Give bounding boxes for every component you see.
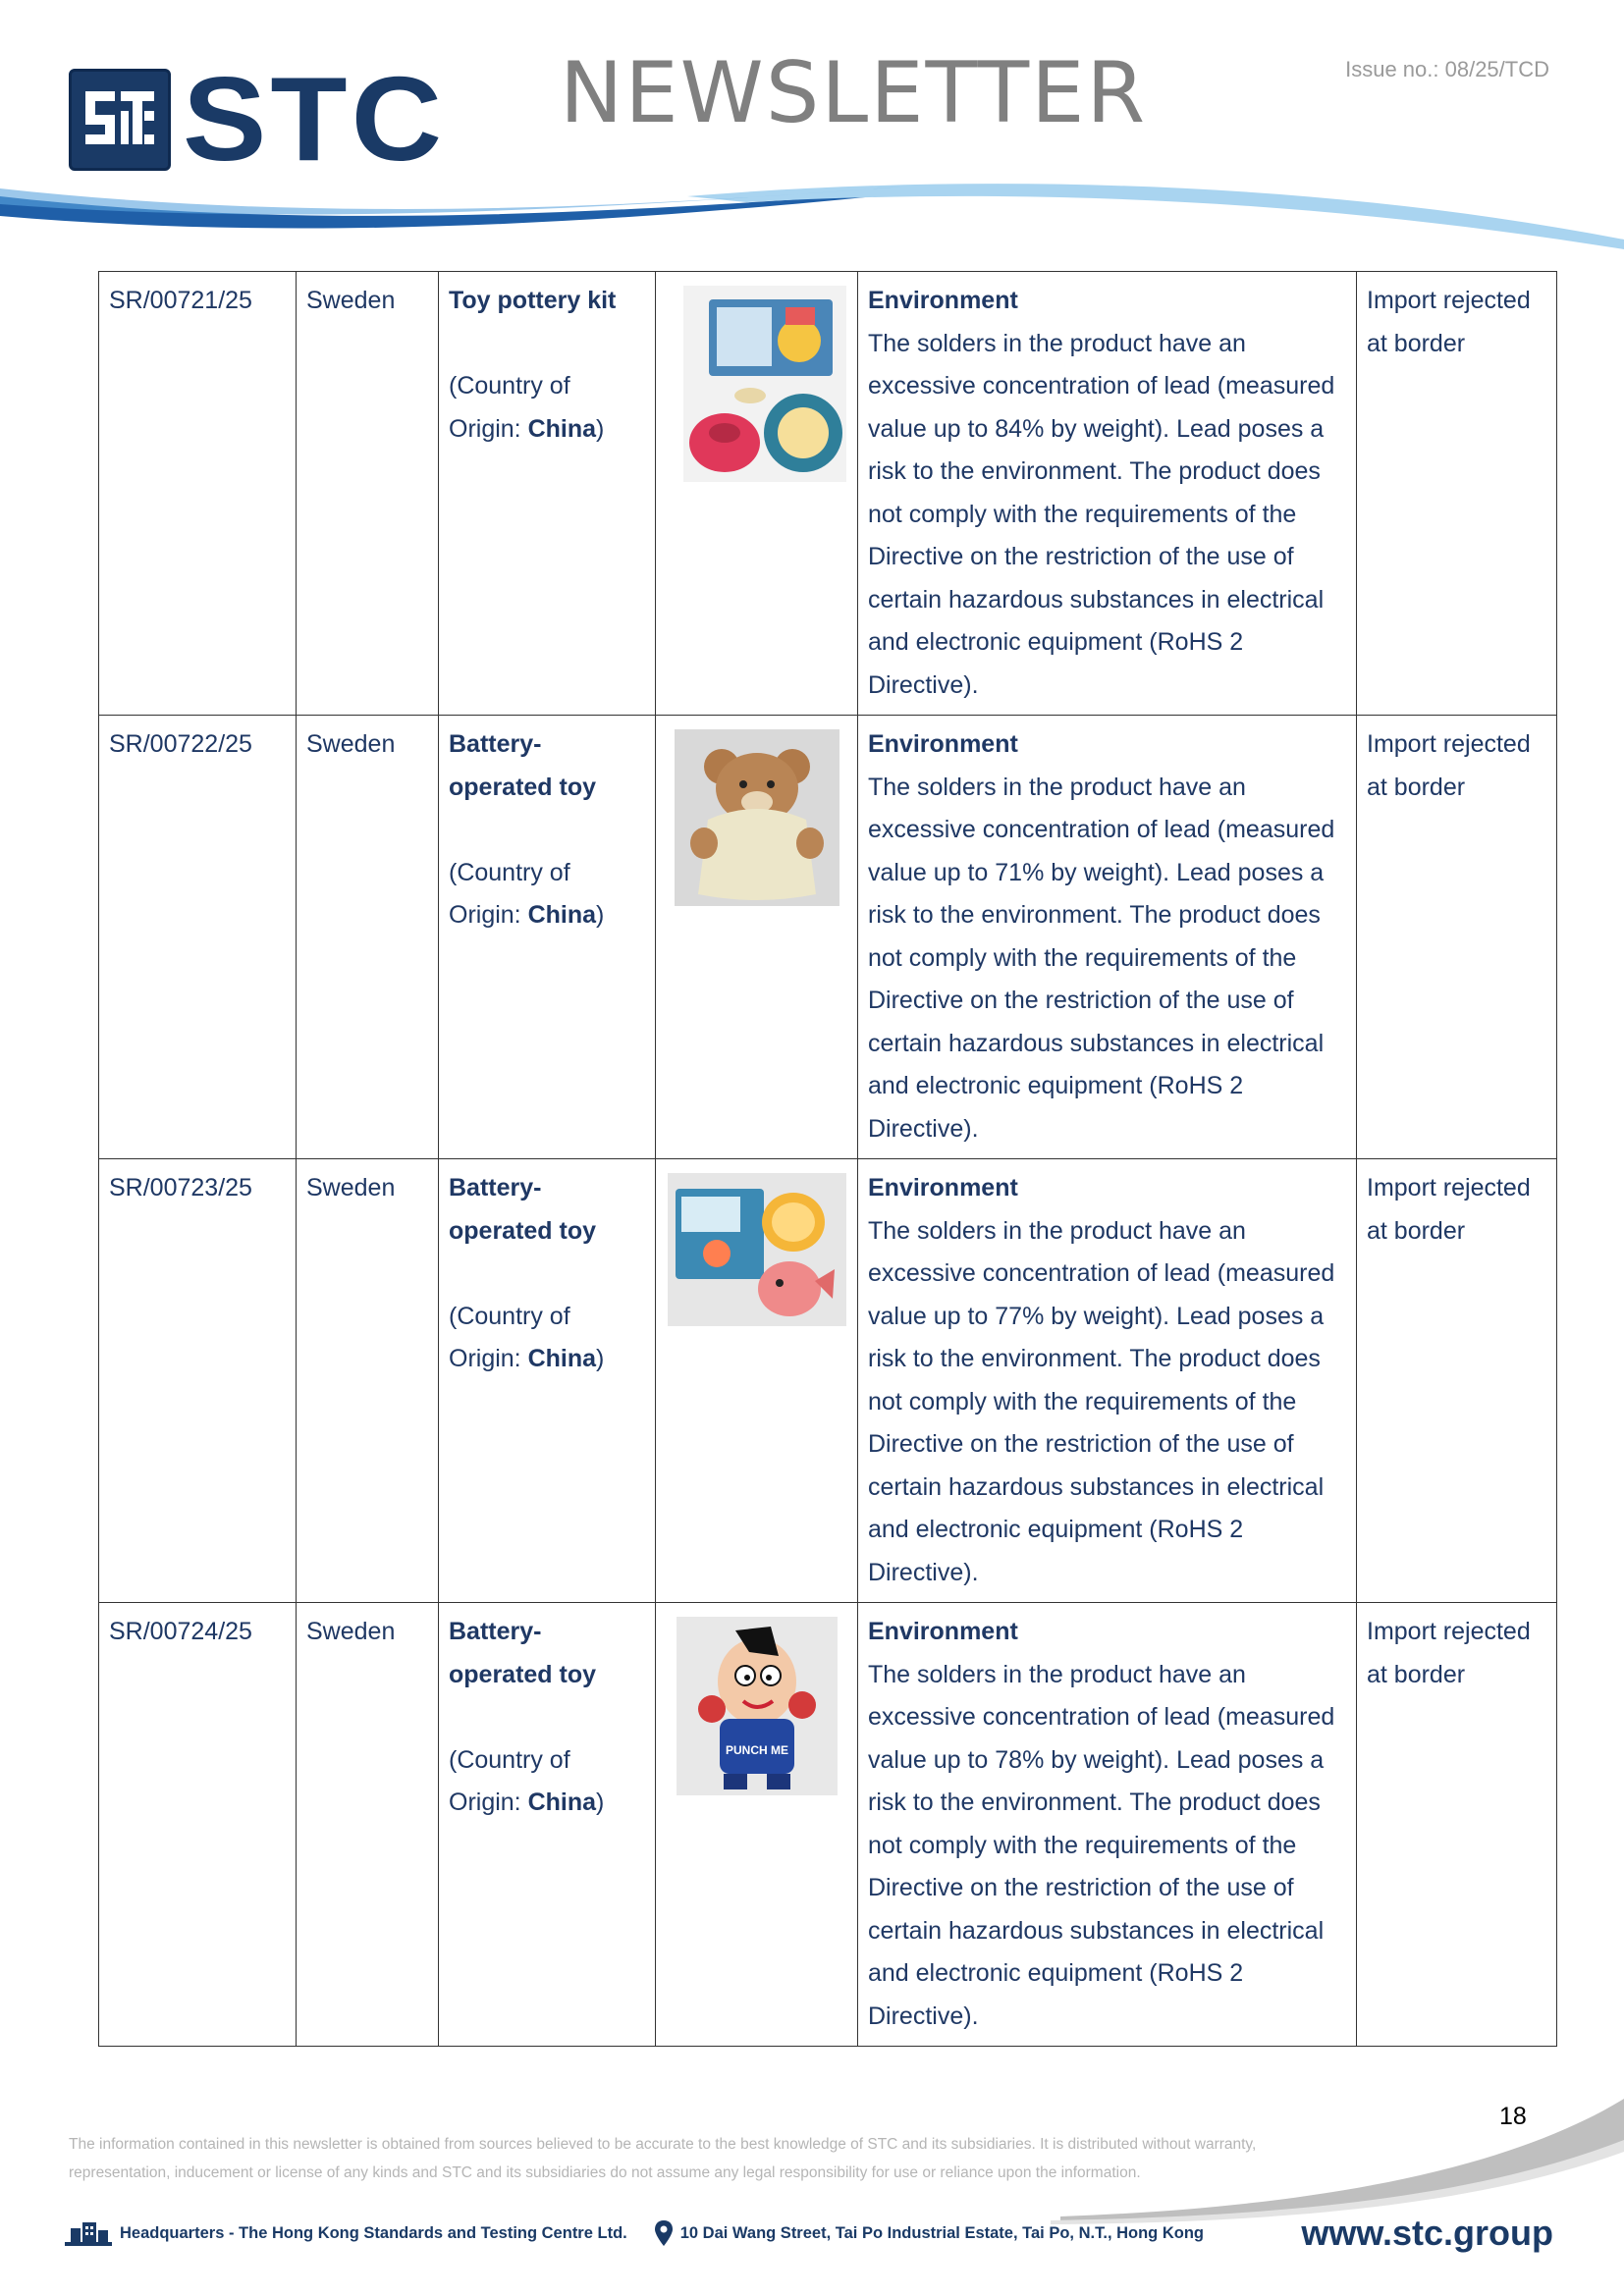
- product-name: Battery-operated toy: [449, 1618, 597, 1688]
- risk-cell: [858, 1159, 1357, 1603]
- risk-type: Environment: [868, 1174, 1018, 1201]
- origin-suffix: ): [596, 1789, 605, 1816]
- origin-suffix: ): [596, 1345, 605, 1372]
- measure-taken: Import rejected at border: [1357, 1603, 1557, 2047]
- origin-prefix: (Country of Origin:: [449, 858, 570, 929]
- table-row: [99, 716, 1557, 1159]
- origin-country: China: [527, 414, 597, 443]
- origin-country: China: [527, 1345, 597, 1372]
- origin-suffix: ): [596, 901, 605, 929]
- table-row: [99, 1159, 1557, 1603]
- risk-description: The solders in the product have an excessive concentration of lead (measured value up to 71% by weight). Lead poses a risk to the environment. The product does not comply with the requirements of the Directive on the restriction of the use of certain hazardous substances in electrical and electronic equipment (RoHS 2 Directive).: [868, 773, 1335, 1143]
- origin-prefix: (Country of Origin:: [449, 1302, 570, 1372]
- risk-description: The solders in the product have an excessive concentration of lead (measured value up to 77% by weight). Lead poses a risk to the environment. The product does not comply with the requirements of the Directive on the restriction of the use of certain hazardous substances in electrical and electronic equipment (RoHS 2 Directive).: [868, 1216, 1335, 1586]
- table-row: [99, 272, 1557, 716]
- notifying-country: Sweden: [297, 716, 439, 1159]
- risk-cell: [858, 272, 1357, 716]
- headquarters-address: 10 Dai Wang Street, Tai Po Industrial Estate, Tai Po, N.T., Hong Kong: [679, 2223, 1204, 2242]
- logo-wordmark: STC: [183, 52, 446, 187]
- map-pin-icon: [655, 2220, 673, 2246]
- punch-me-label: PUNCH ME: [725, 1743, 788, 1757]
- product-name: Battery-operated toy: [449, 1174, 597, 1245]
- product-recall-table: [98, 271, 1557, 2047]
- product-cell: [439, 716, 656, 1159]
- measure-taken: Import rejected at border: [1357, 272, 1557, 716]
- disclaimer-text: The information contained in this newsletter is obtained from sources believed to be accurate to the best knowledge of STC and its subsidiaries. It is distributed without warranty, representation, inducement or license of any kinds and STC and its subsidiaries do not assume any legal responsibility for use or reliance upon the information.: [69, 2136, 1257, 2181]
- product-cell: [439, 272, 656, 716]
- reference-number: SR/00724/25: [99, 1603, 297, 2047]
- stc-logo-mark-icon: [69, 69, 171, 171]
- risk-description: The solders in the product have an excessive concentration of lead (measured value up to 78% by weight). Lead poses a risk to the environment. The product does not comply with the requirements of the Directive on the restriction of the use of certain hazardous substances in electrical and electronic equipment (RoHS 2 Directive).: [868, 1660, 1335, 2030]
- product-name: Battery-operated toy: [449, 730, 597, 801]
- origin-prefix: (Country of Origin:: [449, 1745, 570, 1816]
- stc-logo: [69, 52, 446, 187]
- product-cell: [439, 1603, 656, 2047]
- photo-cell: [656, 1159, 858, 1603]
- measure-taken: Import rejected at border: [1357, 1159, 1557, 1603]
- punch-me-toy-photo: [677, 1617, 838, 1795]
- fish-bath-toy-photo: [668, 1173, 846, 1326]
- risk-type: Environment: [868, 730, 1018, 758]
- newsletter-title: NEWSLETTER: [560, 44, 1148, 142]
- building-icon: [65, 2220, 112, 2246]
- notifying-country: Sweden: [297, 272, 439, 716]
- header-swoosh-decoration: [0, 177, 1624, 255]
- website-link[interactable]: www.stc.group: [1301, 2213, 1553, 2253]
- risk-cell: [858, 716, 1357, 1159]
- risk-cell: [858, 1603, 1357, 2047]
- origin-suffix: ): [596, 414, 605, 443]
- measure-taken: Import rejected at border: [1357, 716, 1557, 1159]
- reference-number: SR/00723/25: [99, 1159, 297, 1603]
- notifying-country: Sweden: [297, 1159, 439, 1603]
- risk-type: Environment: [868, 287, 1018, 314]
- reference-number: SR/00722/25: [99, 716, 297, 1159]
- table-row: [99, 1603, 1557, 2047]
- headquarters-name: Headquarters - The Hong Kong Standards and Testing Centre Ltd.: [120, 2223, 627, 2242]
- page-number: 18: [1499, 2103, 1527, 2130]
- origin-prefix: (Country of Origin:: [449, 372, 570, 443]
- teddy-bear-toy-photo: [675, 729, 839, 906]
- risk-type: Environment: [868, 1618, 1018, 1645]
- origin-country: China: [527, 901, 597, 929]
- risk-description: The solders in the product have an excessive concentration of lead (measured value up to 84% by weight). Lead poses a risk to the environment. The product does not comply with the requirements of the Directive on the restriction of the use of certain hazardous substances in electrical and electronic equipment (RoHS 2 Directive).: [868, 329, 1335, 699]
- photo-cell: [656, 272, 858, 716]
- notifying-country: Sweden: [297, 1603, 439, 2047]
- headquarters-bar: [65, 2220, 1204, 2246]
- photo-cell: [656, 1603, 858, 2047]
- toy-pottery-kit-photo: [683, 286, 846, 482]
- photo-cell: [656, 716, 858, 1159]
- origin-country: China: [527, 1789, 597, 1816]
- product-cell: [439, 1159, 656, 1603]
- reference-number: SR/00721/25: [99, 272, 297, 716]
- issue-number: Issue no.: 08/25/TCD: [1345, 57, 1549, 81]
- product-name: Toy pottery kit: [449, 287, 617, 314]
